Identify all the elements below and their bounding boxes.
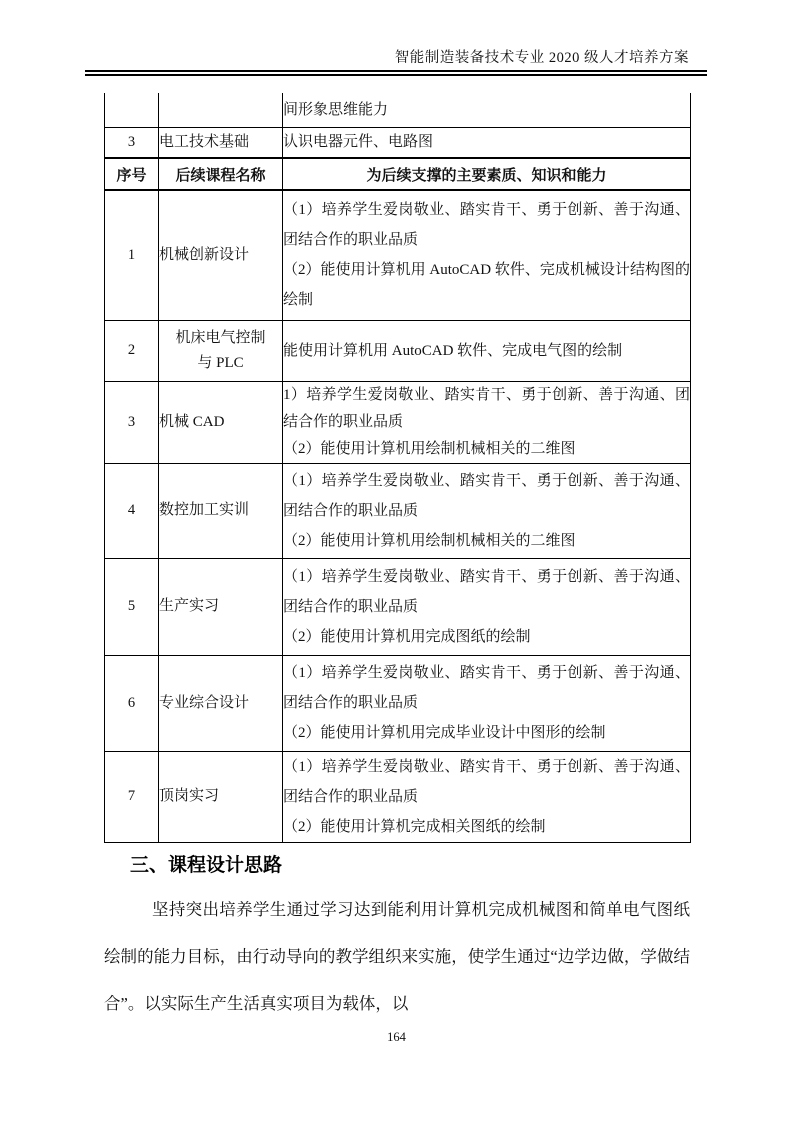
support-item: （1）培养学生爱岗敬业、踏实肯干、勇于创新、善于沟通、团结合作的职业品质 [283,568,690,615]
cell-support [283,127,691,158]
header-cell-no: 序号 [105,158,159,190]
table-row-prereq-3 [105,127,691,158]
cell-course-name: 专业综合设计 [159,655,283,751]
cell-no: 1 [105,190,159,320]
cell-support [283,93,691,127]
cell-no: 3 [105,127,159,158]
table-row-continuation [105,93,691,127]
cell-support [283,655,691,751]
table-row-1 [105,190,691,320]
cell-support [283,751,691,842]
header-cell-course-name: 后续课程名称 [159,158,283,190]
support-item: （1）培养学生爱岗敬业、踏实肯干、勇于创新、善于沟通、团结合作的职业品质 [283,758,690,805]
support-item: （2）能使用计算机用 AutoCAD 软件、完成机械设计结构图的绘制 [283,262,690,309]
section-heading: 三、课程设计思路 [130,855,283,876]
support-item: （1）培养学生爱岗敬业、踏实肯干、勇于创新、善于沟通、团结合作的职业品质 [283,665,690,711]
support-text: 认识电器元件、电路图 [283,134,434,151]
body-paragraph: 坚持突出培养学生通过学习达到能利用计算机完成机械图和简单电气图纸绘制的能力目标，由行动导向的教学组织来实施，使学生通过“边学边做，学做结合”。以实际生产生活真实项目为载体，以 [104,900,690,1013]
cell-course-name [159,93,283,127]
support-item: 1）培养学生爱岗敬业、踏实肯干、勇于创新、善于沟通、团结合作的职业品质 [283,386,690,430]
table-row-4 [105,463,691,558]
support-item: （2）能使用计算机用完成毕业设计中图形的绘制 [283,725,606,741]
cell-no: 6 [105,655,159,751]
support-text: 间形象思维能力 [283,101,389,118]
cell-support [283,381,691,463]
cell-no: 3 [105,381,159,463]
cell-course-name: 生产实习 [159,558,283,655]
cell-course-name: 顶岗实习 [159,751,283,842]
cell-course-name: 电工技术基础 [159,127,283,158]
cell-support [283,320,691,381]
support-item: （2）能使用计算机用完成图纸的绘制 [283,628,531,645]
support-item: 能使用计算机用 AutoCAD 软件、完成电气图的绘制 [283,342,623,359]
support-item: （2）能使用计算机完成相关图纸的绘制 [283,818,546,835]
header-cell-support: 为后续支撑的主要素质、知识和能力 [283,158,691,190]
support-item: （1）培养学生爱岗敬业、踏实肯干、勇于创新、善于沟通、团结合作的职业品质 [283,202,690,249]
cell-support [283,558,691,655]
cell-no: 2 [105,320,159,381]
support-item: （2）能使用计算机用绘制机械相关的二维图 [283,440,576,457]
cell-no: 7 [105,751,159,842]
table-row-7 [105,751,691,842]
cell-no [105,93,159,127]
table-row-6 [105,655,691,751]
table-row-3 [105,381,691,463]
table-row-5 [105,558,691,655]
cell-support [283,463,691,558]
running-header-title: 智能制造装备技术专业 2020 级人才培养方案 [394,50,689,66]
table-row-2 [105,320,691,381]
table-header-row [105,158,691,190]
header-rule [85,70,707,76]
cell-support [283,190,691,320]
course-name-line: 与 PLC [197,354,244,371]
page-number: 164 [387,1030,406,1044]
cell-course-name: 数控加工实训 [159,463,283,558]
cell-no: 5 [105,558,159,655]
support-item: （1）培养学生爱岗敬业、踏实肯干、勇于创新、善于沟通、团结合作的职业品质 [283,472,690,519]
course-table [104,93,691,843]
cell-course-name: 机械创新设计 [159,190,283,320]
cell-course-name [159,320,283,381]
course-name-line: 机床电气控制 [175,329,266,346]
support-item: （2）能使用计算机用绘制机械相关的二维图 [283,532,576,549]
cell-course-name: 机械 CAD [159,381,283,463]
cell-no: 4 [105,463,159,558]
